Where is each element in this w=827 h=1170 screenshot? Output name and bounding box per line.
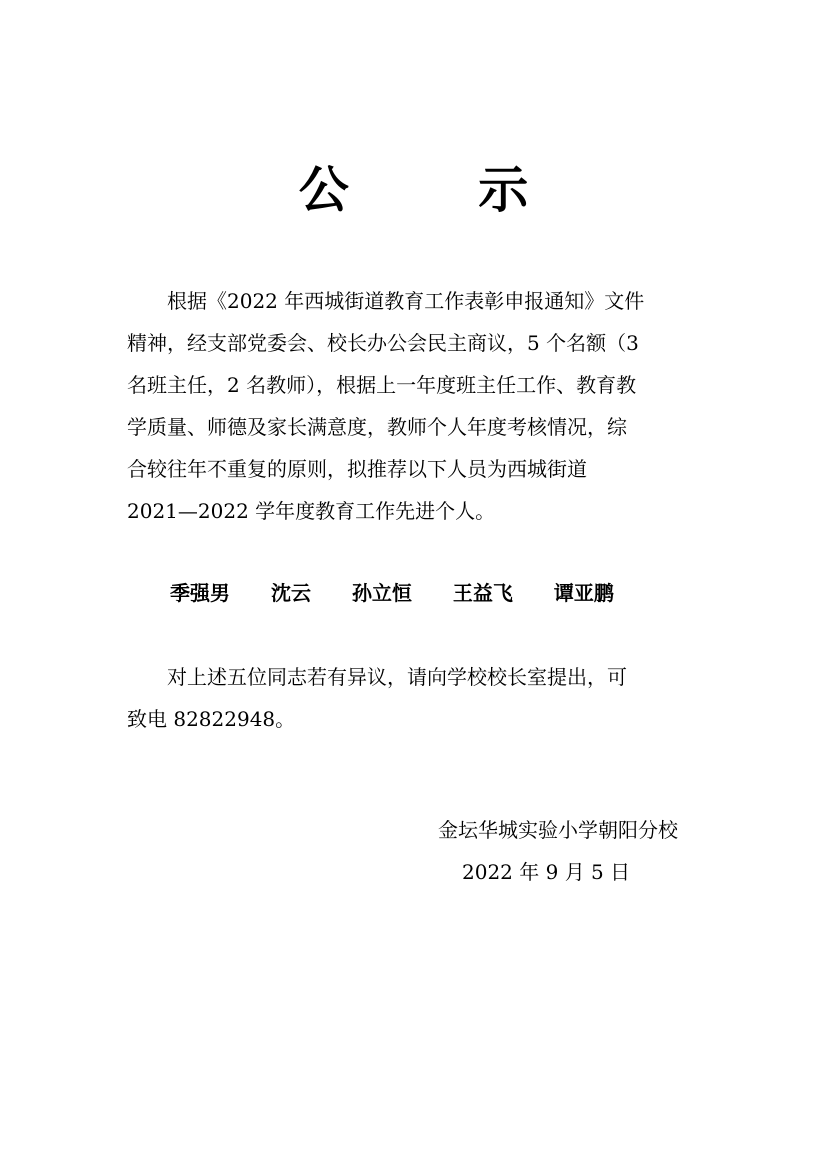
signature-date: 2022 年 9 月 5 日	[462, 860, 631, 884]
nominee-list	[170, 578, 648, 608]
paragraph-line: 学质量、师德及家长满意度，教师个人年度考核情况，综	[127, 415, 627, 439]
nominee-name: 王益飞	[452, 581, 513, 605]
nominee-name: 谭亚鹏	[553, 581, 614, 605]
signature-org: 金坛华城实验小学朝阳分校	[438, 818, 678, 842]
paragraph-line: 合较往年不重复的原则，拟推荐以下人员为西城街道	[127, 457, 587, 481]
paragraph-line: 精神，经支部党委会、校长办公会民主商议，5 个名额（3	[127, 331, 639, 355]
paragraph-line: 根据《2022 年西城街道教育工作表彰申报通知》文件	[127, 289, 645, 313]
paragraph-line: 致电 82822948。	[127, 707, 296, 731]
nominee-name: 沈云	[270, 581, 311, 605]
notice-title: 公 示	[298, 161, 585, 219]
paragraph-line: 对上述五位同志若有异议，请向学校校长室提出，可	[127, 665, 627, 689]
nominee-name: 季强男	[170, 581, 230, 605]
paragraph-line: 2021—2022 学年度教育工作先进个人。	[127, 499, 496, 523]
paragraph-line: 名班主任，2 名教师），根据上一年度班主任工作、教育教	[127, 373, 637, 397]
nominee-name: 孙立恒	[351, 581, 412, 605]
